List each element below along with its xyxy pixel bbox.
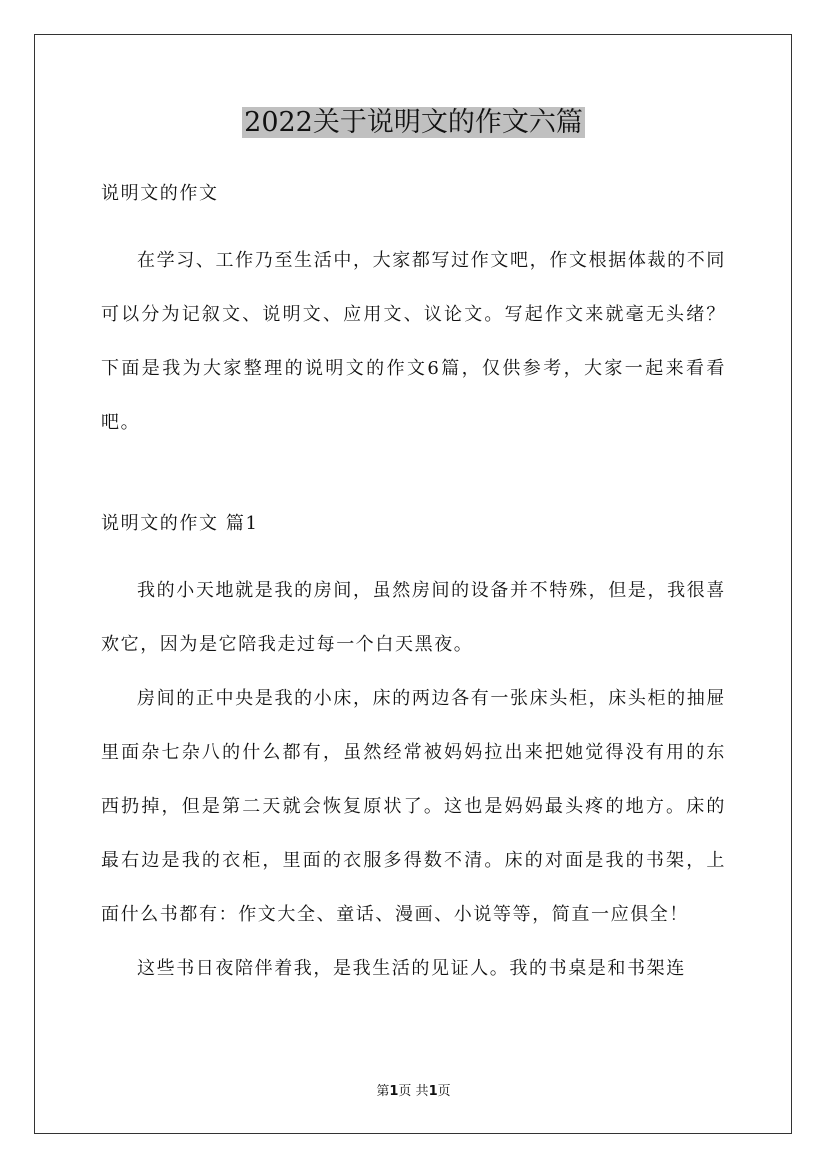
footer-total-pages: 1 <box>428 1084 438 1099</box>
section-paragraph: 房间的正中央是我的小床，床的两边各有一张床头柜，床头柜的抽屉里面杂七杂八的什么都有，虽然经常被妈妈拉出来把她觉得没有用的东西扔掉，但是第二天就会恢复原状了。这也是妈妈最头疼的地方。床的最右边是我的衣柜，里面的衣服多得数不清。床的对面是我的书架，上面什么书都有：作文大全、童话、漫画、小说等等，简直一应俱全！ <box>101 688 726 925</box>
document-title <box>0 104 827 142</box>
intro-heading: 说明文的作文 <box>101 183 219 204</box>
section-paragraph: 这些书日夜陪伴着我，是我生活的见证人。我的书桌是和书架连 <box>137 958 686 979</box>
footer-suffix: 页 <box>437 1084 451 1099</box>
document-body <box>101 178 726 996</box>
section-heading: 说明文的作文 篇1 <box>101 513 259 534</box>
section-paragraph: 我的小天地就是我的房间，虽然房间的设备并不特殊，但是，我很喜欢它，因为是它陪我走过每一个白天黑夜。 <box>101 580 726 655</box>
footer-prefix: 第 <box>376 1084 390 1099</box>
footer-page-number: 1 <box>389 1084 399 1099</box>
footer-mid: 页 共 <box>398 1084 429 1099</box>
page-footer <box>0 1082 827 1102</box>
document-title-text: 2022关于说明文的作文六篇 <box>244 107 583 138</box>
intro-paragraph: 在学习、工作乃至生活中，大家都写过作文吧，作文根据体裁的不同可以分为记叙文、说明文、应用文、议论文。写起作文来就毫无头绪？下面是我为大家整理的说明文的作文6篇，仅供参考，大家一起来看看吧。 <box>101 250 726 433</box>
